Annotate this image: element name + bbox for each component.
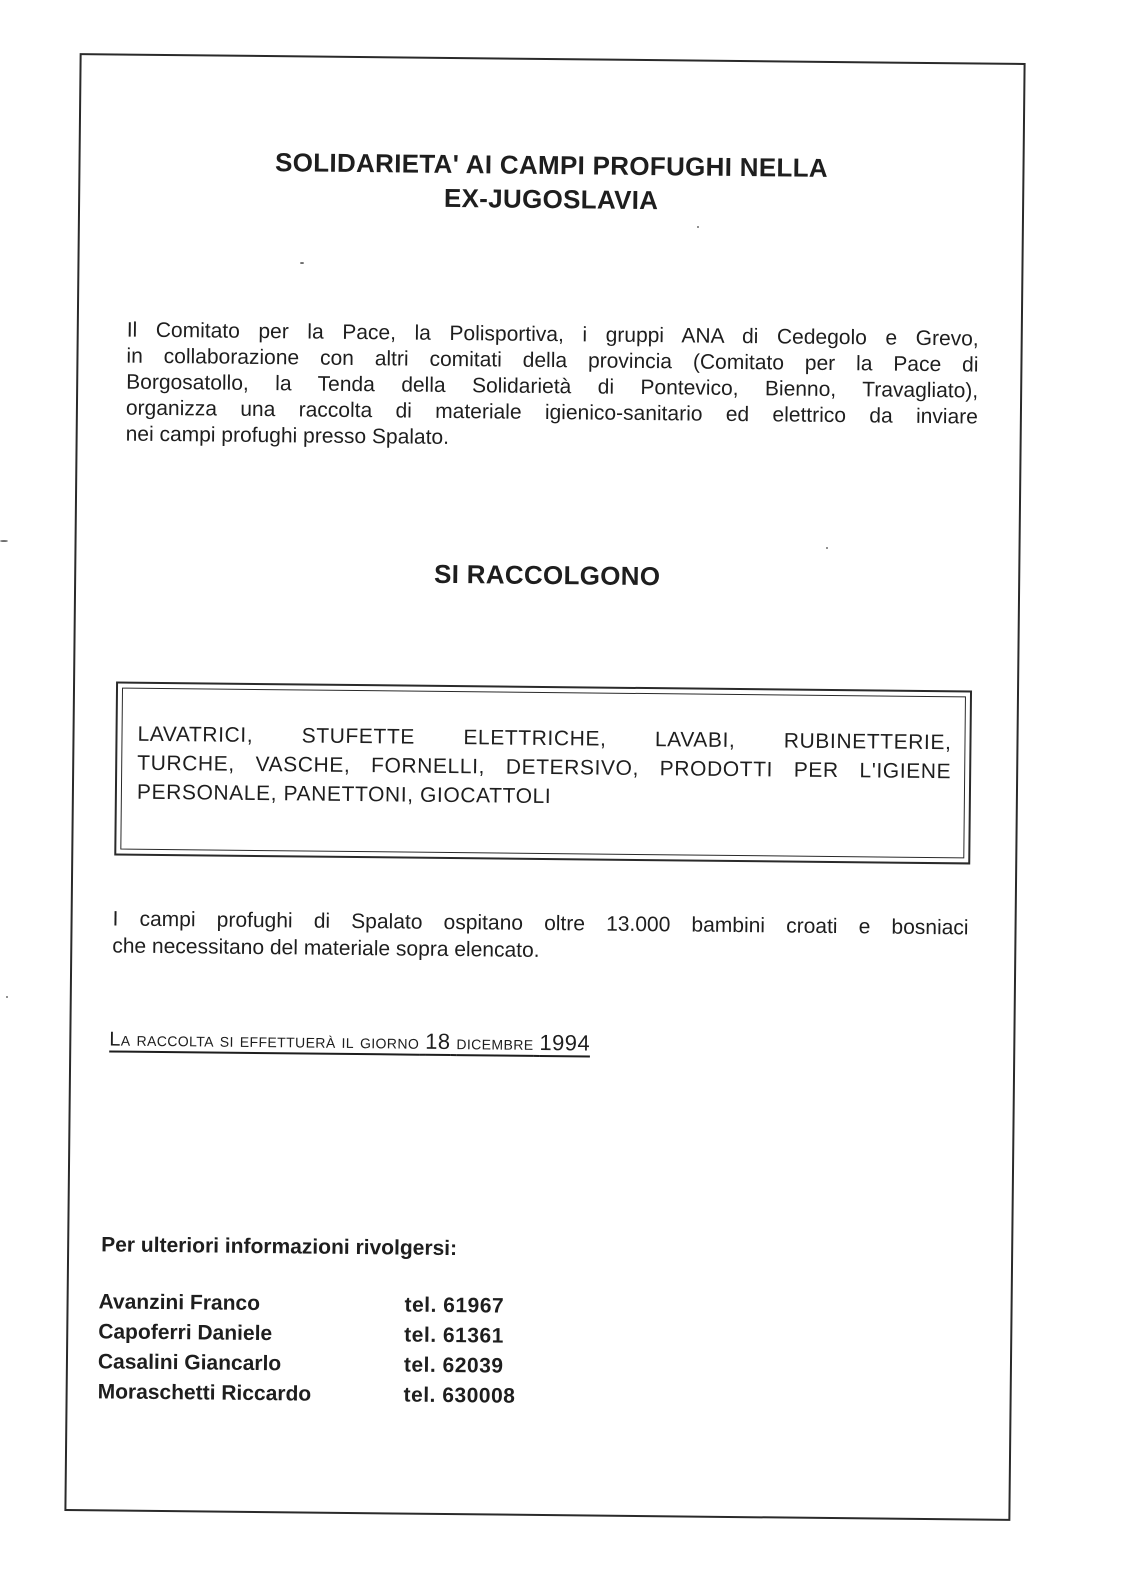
scan-speck: [300, 262, 304, 264]
contacts-heading: Per ulteriori informazioni rivolgersi:: [101, 1233, 458, 1261]
title-line-1: SOLIDARIETA' AI CAMPI PROFUGHI NELLA: [274, 147, 829, 183]
collected-items-heading: SI RACCOLGONO: [433, 558, 661, 592]
collection-date-prefix: La raccolta si effettuerà il giorno: [109, 1028, 420, 1054]
items-line: PERSONALE, PANETTONI, GIOCATTOLI: [136, 780, 552, 809]
collection-date-year: 1994: [539, 1029, 591, 1056]
contact-row: [98, 1287, 516, 1321]
title-line-2: EX-JUGOSLAVIA: [443, 182, 659, 216]
intro-line: Il Comitato per la Pace, la Polisportiva, i gruppi ANA di Cedegolo e Grevo,: [126, 318, 979, 351]
page-title: [80, 143, 1023, 221]
contact-name: Moraschetti Riccardo: [97, 1380, 312, 1406]
scan-speck: [826, 547, 828, 549]
collection-date-day: 18: [425, 1028, 451, 1055]
intro-line: organizza una raccolta di materiale igienico-sanitario ed elettrico da inviare: [125, 396, 979, 429]
collection-date-notice: [109, 1025, 590, 1056]
intro-line: nei campi profughi presso Spalato.: [125, 422, 450, 449]
contact-name: Avanzini Franco: [98, 1290, 261, 1316]
intro-line: in collaborazione con altri comitati della provincia (Comitato per la Pace di: [126, 344, 979, 377]
contact-phone: tel. 61967: [404, 1293, 505, 1318]
contacts-list: [97, 1287, 516, 1411]
items-line: LAVATRICI, STUFETTE ELETTRICHE, LAVABI, RUBINETTERIE,: [137, 722, 952, 755]
camps-paragraph: [112, 905, 969, 968]
contact-row: [97, 1377, 515, 1411]
collected-items-box: [114, 682, 972, 865]
intro-line: Borgosatollo, la Tenda della Solidarietà di Pontevico, Bienno, Travagliato),: [126, 370, 979, 403]
contact-name: Casalini Giancarlo: [97, 1350, 282, 1376]
scan-speck: [697, 226, 699, 228]
scan-speck: [6, 996, 8, 998]
camps-line: I campi profughi di Spalato ospitano oltre 13.000 bambini croati e bosniaci: [112, 907, 969, 940]
contact-phone: tel. 630008: [403, 1383, 516, 1408]
contact-row: [98, 1347, 516, 1381]
page-border-frame: [64, 53, 1025, 1521]
collection-date-month: dicembre: [456, 1032, 534, 1055]
intro-paragraph: [126, 318, 979, 457]
camps-line: che necessitano del materiale sopra elencato.: [112, 934, 540, 962]
contact-row: [98, 1317, 516, 1351]
contact-name: Capoferri Daniele: [98, 1320, 273, 1346]
collected-items-list: [137, 720, 952, 816]
contact-phone: tel. 61361: [404, 1323, 504, 1348]
items-line: TURCHE, VASCHE, FORNELLI, DETERSIVO, PRODOTTI PER L'IGIENE: [137, 751, 952, 784]
contact-phone: tel. 62039: [403, 1353, 504, 1378]
scan-speck: [0, 540, 8, 542]
